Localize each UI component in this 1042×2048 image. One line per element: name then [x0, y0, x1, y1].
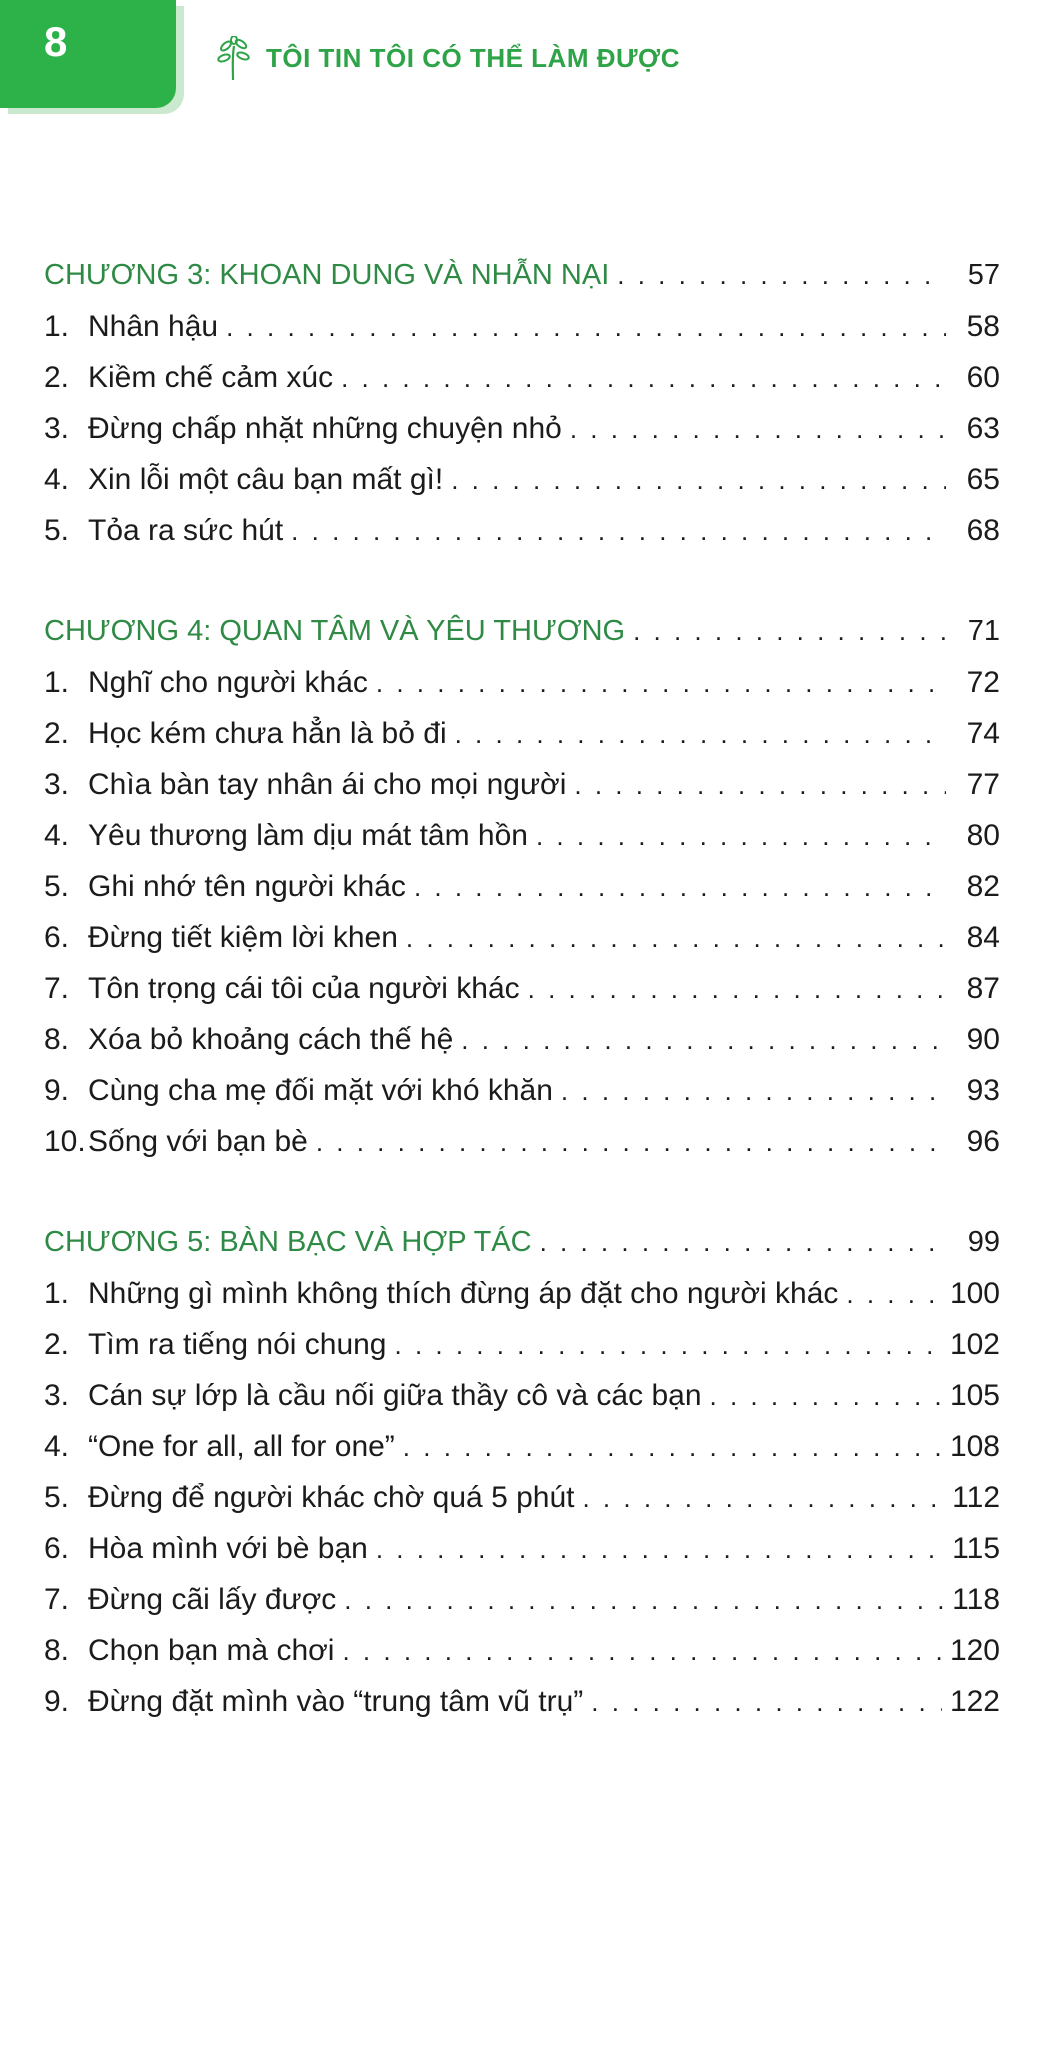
page-ref: 102: [949, 1328, 1000, 1361]
chapter-4-section: [44, 606, 1000, 1167]
entry-title: Đừng chấp nhặt những chuyện nhỏ: [88, 412, 562, 445]
dot-leader: [710, 1371, 942, 1422]
toc-entry: [44, 301, 1000, 352]
entry-number: 9.: [44, 1074, 70, 1107]
dot-leader: [376, 658, 946, 709]
toc-entry: [44, 810, 1000, 861]
entry-number: 3.: [44, 412, 70, 445]
entry-number: 2.: [44, 1328, 70, 1361]
toc-entry: [44, 454, 1000, 505]
page-ref: 112: [952, 1481, 1000, 1514]
dot-leader: [291, 506, 946, 557]
chapter-title: CHƯƠNG 5: BÀN BẠC VÀ HỢP TÁC: [44, 1226, 532, 1258]
entry-number: 3.: [44, 1379, 70, 1412]
dot-leader: [536, 811, 946, 862]
page-ref: 118: [952, 1583, 1000, 1616]
entry-number: 7.: [44, 1583, 70, 1616]
page-number-tab: [0, 0, 176, 108]
dot-leader: [342, 1626, 941, 1677]
page-ref: 115: [952, 1532, 1000, 1565]
entry-title: Đừng để người khác chờ quá 5 phút: [88, 1481, 575, 1514]
entry-number: 4.: [44, 1430, 70, 1463]
entry-number: 1.: [44, 1277, 70, 1310]
toc-entry: [44, 657, 1000, 708]
entry-title: Yêu thương làm dịu mát tâm hồn: [88, 819, 528, 852]
page-ref: 108: [949, 1430, 1000, 1463]
page-ref: 122: [949, 1685, 1000, 1718]
entry-title: Sống với bạn bè: [88, 1125, 308, 1158]
dot-leader: [451, 455, 946, 506]
page-ref: 74: [966, 717, 1000, 750]
toc-entry: [44, 708, 1000, 759]
entry-number: 1.: [44, 666, 70, 699]
dot-leader: [846, 1269, 942, 1320]
page-ref: 120: [949, 1634, 1000, 1667]
chapter-3-section: [44, 250, 1000, 556]
page-ref: 93: [966, 1074, 1000, 1107]
entry-title: Học kém chưa hẳn là bỏ đi: [88, 717, 447, 750]
dot-leader: [574, 760, 946, 811]
toc-entry: [44, 505, 1000, 556]
entry-title: Tìm ra tiếng nói chung: [88, 1328, 387, 1361]
chapter-title: CHƯƠNG 3: KHOAN DUNG VÀ NHẪN NẠI: [44, 259, 610, 291]
page-ref: 60: [966, 361, 1000, 394]
dot-leader: [570, 404, 946, 455]
dot-leader: [591, 1677, 942, 1728]
chapter-heading: [44, 1217, 1000, 1268]
toc-entry: [44, 1268, 1000, 1319]
toc-entry: [44, 1116, 1000, 1167]
toc-entry: [44, 1472, 1000, 1523]
dot-leader: [376, 1524, 944, 1575]
dot-leader: [316, 1117, 946, 1168]
entry-title: Nhân hậu: [88, 310, 219, 343]
dot-leader: [344, 1575, 944, 1626]
entry-number: 5.: [44, 870, 70, 903]
dot-leader: [540, 1217, 946, 1268]
entry-title: Ghi nhớ tên người khác: [88, 870, 406, 903]
entry-title: Đừng đặt mình vào “trung tâm vũ trụ”: [88, 1685, 584, 1718]
toc-entry: [44, 912, 1000, 963]
entry-title: Cùng cha mẹ đối mặt với khó khăn: [88, 1074, 553, 1107]
entry-number: 8.: [44, 1634, 70, 1667]
entry-number: 3.: [44, 768, 70, 801]
chapter-title: CHƯƠNG 4: QUAN TÂM VÀ YÊU THƯƠNG: [44, 615, 626, 647]
toc-entry: [44, 1421, 1000, 1472]
entry-number: 2.: [44, 361, 70, 394]
entry-number: 9.: [44, 1685, 70, 1718]
page-ref: 68: [966, 514, 1000, 547]
page-ref: 57: [967, 259, 1000, 291]
entry-title: Nghĩ cho người khác: [88, 666, 368, 699]
toc-entry: [44, 1014, 1000, 1065]
toc-entry: [44, 1574, 1000, 1625]
entry-number: 1.: [44, 310, 70, 343]
chapter-5-section: [44, 1217, 1000, 1727]
chapter-heading: [44, 606, 1000, 657]
page-ref: 84: [966, 921, 1000, 954]
toc-entry: [44, 861, 1000, 912]
leaf-sprig-icon: [214, 36, 252, 80]
dot-leader: [461, 1015, 946, 1066]
table-of-contents: [44, 250, 1000, 1777]
toc-entry: [44, 352, 1000, 403]
page-ref: 65: [966, 463, 1000, 496]
entry-number: 5.: [44, 1481, 70, 1514]
entry-title: “One for all, all for one”: [88, 1430, 395, 1463]
dot-leader: [226, 302, 946, 353]
entry-number: 6.: [44, 1532, 70, 1565]
entry-number: 4.: [44, 463, 70, 496]
entry-title: Xin lỗi một câu bạn mất gì!: [88, 463, 444, 496]
entry-title: Hòa mình với bè bạn: [88, 1532, 368, 1565]
entry-number: 2.: [44, 717, 70, 750]
page-ref: 80: [966, 819, 1000, 852]
entry-title: Tỏa ra sức hút: [88, 514, 284, 547]
entry-number: 10.: [44, 1125, 86, 1158]
entry-number: 8.: [44, 1023, 70, 1056]
entry-number: 4.: [44, 819, 70, 852]
toc-entry: [44, 1625, 1000, 1676]
book-title: TÔI TIN TÔI CÓ THỂ LÀM ĐƯỢC: [266, 42, 680, 73]
page-number: 8: [44, 18, 68, 65]
entry-title: Chìa bàn tay nhân ái cho mọi người: [88, 768, 567, 801]
page-ref: 105: [949, 1379, 1000, 1412]
toc-entry: [44, 759, 1000, 810]
entry-title: Đừng tiết kiệm lời khen: [88, 921, 398, 954]
dot-leader: [561, 1066, 946, 1117]
dot-leader: [414, 862, 946, 913]
dot-leader: [617, 250, 946, 301]
page-ref: 71: [967, 615, 1000, 647]
page-ref: 63: [966, 412, 1000, 445]
page-ref: 58: [966, 310, 1000, 343]
dot-leader: [406, 913, 946, 964]
dot-leader: [403, 1422, 942, 1473]
dot-leader: [582, 1473, 944, 1524]
entry-number: 5.: [44, 514, 70, 547]
page-ref: 82: [966, 870, 1000, 903]
toc-entry: [44, 1676, 1000, 1727]
page-ref: 99: [967, 1226, 1000, 1258]
entry-title: Kiềm chế cảm xúc: [88, 361, 334, 394]
entry-title: Những gì mình không thích đừng áp đặt cho người khác: [88, 1277, 839, 1310]
running-header: [214, 34, 680, 82]
dot-leader: [395, 1320, 942, 1371]
entry-title: Xóa bỏ khoảng cách thế hệ: [88, 1023, 454, 1056]
toc-entry: [44, 1319, 1000, 1370]
page-ref: 100: [949, 1277, 1000, 1310]
toc-entry: [44, 1065, 1000, 1116]
toc-entry: [44, 963, 1000, 1014]
page-ref: 90: [966, 1023, 1000, 1056]
dot-leader: [341, 353, 946, 404]
dot-leader: [528, 964, 946, 1015]
page-ref: 87: [966, 972, 1000, 1005]
entry-title: Tôn trọng cái tôi của người khác: [88, 972, 520, 1005]
entry-number: 6.: [44, 921, 70, 954]
toc-entry: [44, 403, 1000, 454]
toc-entry: [44, 1370, 1000, 1421]
dot-leader: [455, 709, 946, 760]
page-ref: 77: [966, 768, 1000, 801]
entry-title: Chọn bạn mà chơi: [88, 1634, 335, 1667]
dot-leader: [633, 606, 946, 657]
entry-title: Đừng cãi lấy được: [88, 1583, 337, 1616]
chapter-heading: [44, 250, 1000, 301]
entry-number: 7.: [44, 972, 70, 1005]
page-ref: 96: [966, 1125, 1000, 1158]
page-ref: 72: [966, 666, 1000, 699]
entry-title: Cán sự lớp là cầu nối giữa thầy cô và các bạn: [88, 1379, 702, 1412]
toc-entry: [44, 1523, 1000, 1574]
